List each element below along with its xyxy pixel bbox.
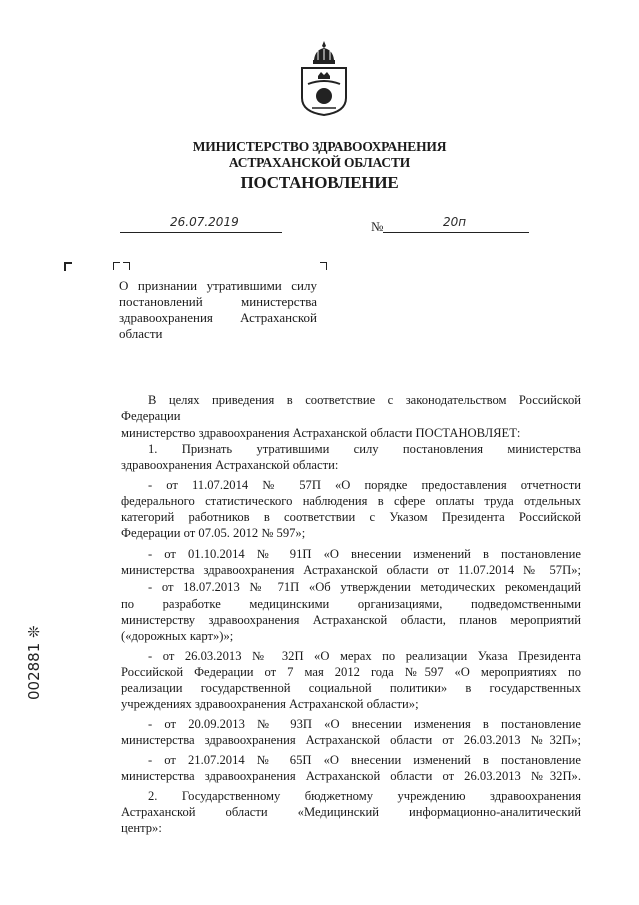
body-line: Федерации	[121, 409, 181, 423]
region-title: АСТРАХАНСКОЙ ОБЛАСТИ	[228, 155, 411, 170]
body-line: - от 21.07.2014 № 65П «О внесении изменений в постановление	[148, 753, 581, 767]
body-line: министерство здравоохранения Астраханской области ПОСТАНОВЛЯЕТ:	[121, 426, 521, 440]
body-line: министерства здравоохранения Астраханской области от 26.03.2013 №32П».	[121, 769, 581, 783]
handwritten-date: 26.07.2019	[170, 215, 239, 229]
body-line: центр»:	[121, 821, 162, 835]
body-line: 2. Государственному бюджетному учреждению здравоохранения	[148, 789, 581, 803]
body-line: Федерации от 07.05. 2012 № 597»;	[121, 526, 306, 540]
body-line: категорий работников в соответствии с Указом Президента Российской	[121, 510, 581, 524]
date-field	[120, 214, 282, 233]
body-line: министерства здравоохранения Астраханской области от 26.03.2013 №32П»;	[121, 733, 581, 747]
body-line: - от 26.03.2013 № 32П «О мерах по реализации Указа Президента	[148, 649, 581, 663]
corner-mark-subject-right	[320, 262, 327, 270]
body-line: - от 01.10.2014 № 91П «О внесении изменений в постановление	[148, 547, 581, 561]
body-line: здравоохранения Астраханской области:	[121, 458, 339, 472]
corner-mark-subject-left	[113, 262, 120, 270]
subject-text: О признании утратившими силу постановлений министерства здравоохранения Астраханской области	[119, 278, 317, 341]
corner-mark-left	[64, 262, 72, 271]
corner-mark-subject-left-2	[123, 262, 130, 270]
ministry-title: МИНИСТЕРСТВО ЗДРАВООХРАНЕНИЯ	[192, 139, 447, 154]
handwritten-number: 20п	[443, 215, 467, 229]
body-line: - от 11.07.2014 № 57П «О порядке предоставления отчетности	[148, 478, 581, 492]
body-line: министерству здравоохранения Астраханской области, планов мероприятий	[121, 613, 581, 627]
body-line: В целях приведения в соответствие с законодательством Российской	[148, 393, 581, 407]
body-line: - от 20.09.2013 № 93П «О внесении изменения в постановление	[148, 717, 581, 731]
document-type-title: ПОСТАНОВЛЕНИЕ	[240, 173, 399, 192]
body-line: («дорожных карт»)»;	[121, 629, 234, 643]
number-label: №	[371, 219, 384, 234]
body-line: Астраханской области «Медицинский информационно-аналитический	[121, 805, 581, 819]
body-line: федерального статистического наблюдения в сфере оплаты труда отдельных	[121, 494, 581, 508]
body-line: - от 18.07.2013 № 71П «Об утверждении методических рекомендаций	[148, 580, 581, 594]
registration-stamp: 002881 ❊	[25, 625, 43, 700]
body-line: реализации государственной социальной политики» в государственных	[121, 681, 581, 695]
body-line: 1. Признать утратившими силу постановления министерства	[148, 442, 581, 456]
coat-of-arms-emblem	[298, 40, 350, 116]
body-line: учреждениях здравоохранения Астраханской области»;	[121, 697, 419, 711]
number-field	[383, 214, 529, 233]
body-line: по разработке медицинскими организациями, подведомственными	[121, 597, 581, 611]
body-line: Российской Федерации от 7 мая 2012 года №597 «О мероприятиях по	[121, 665, 581, 679]
body-line: министерства здравоохранения Астраханской области от 11.07.2014 № 57П»;	[121, 563, 581, 577]
